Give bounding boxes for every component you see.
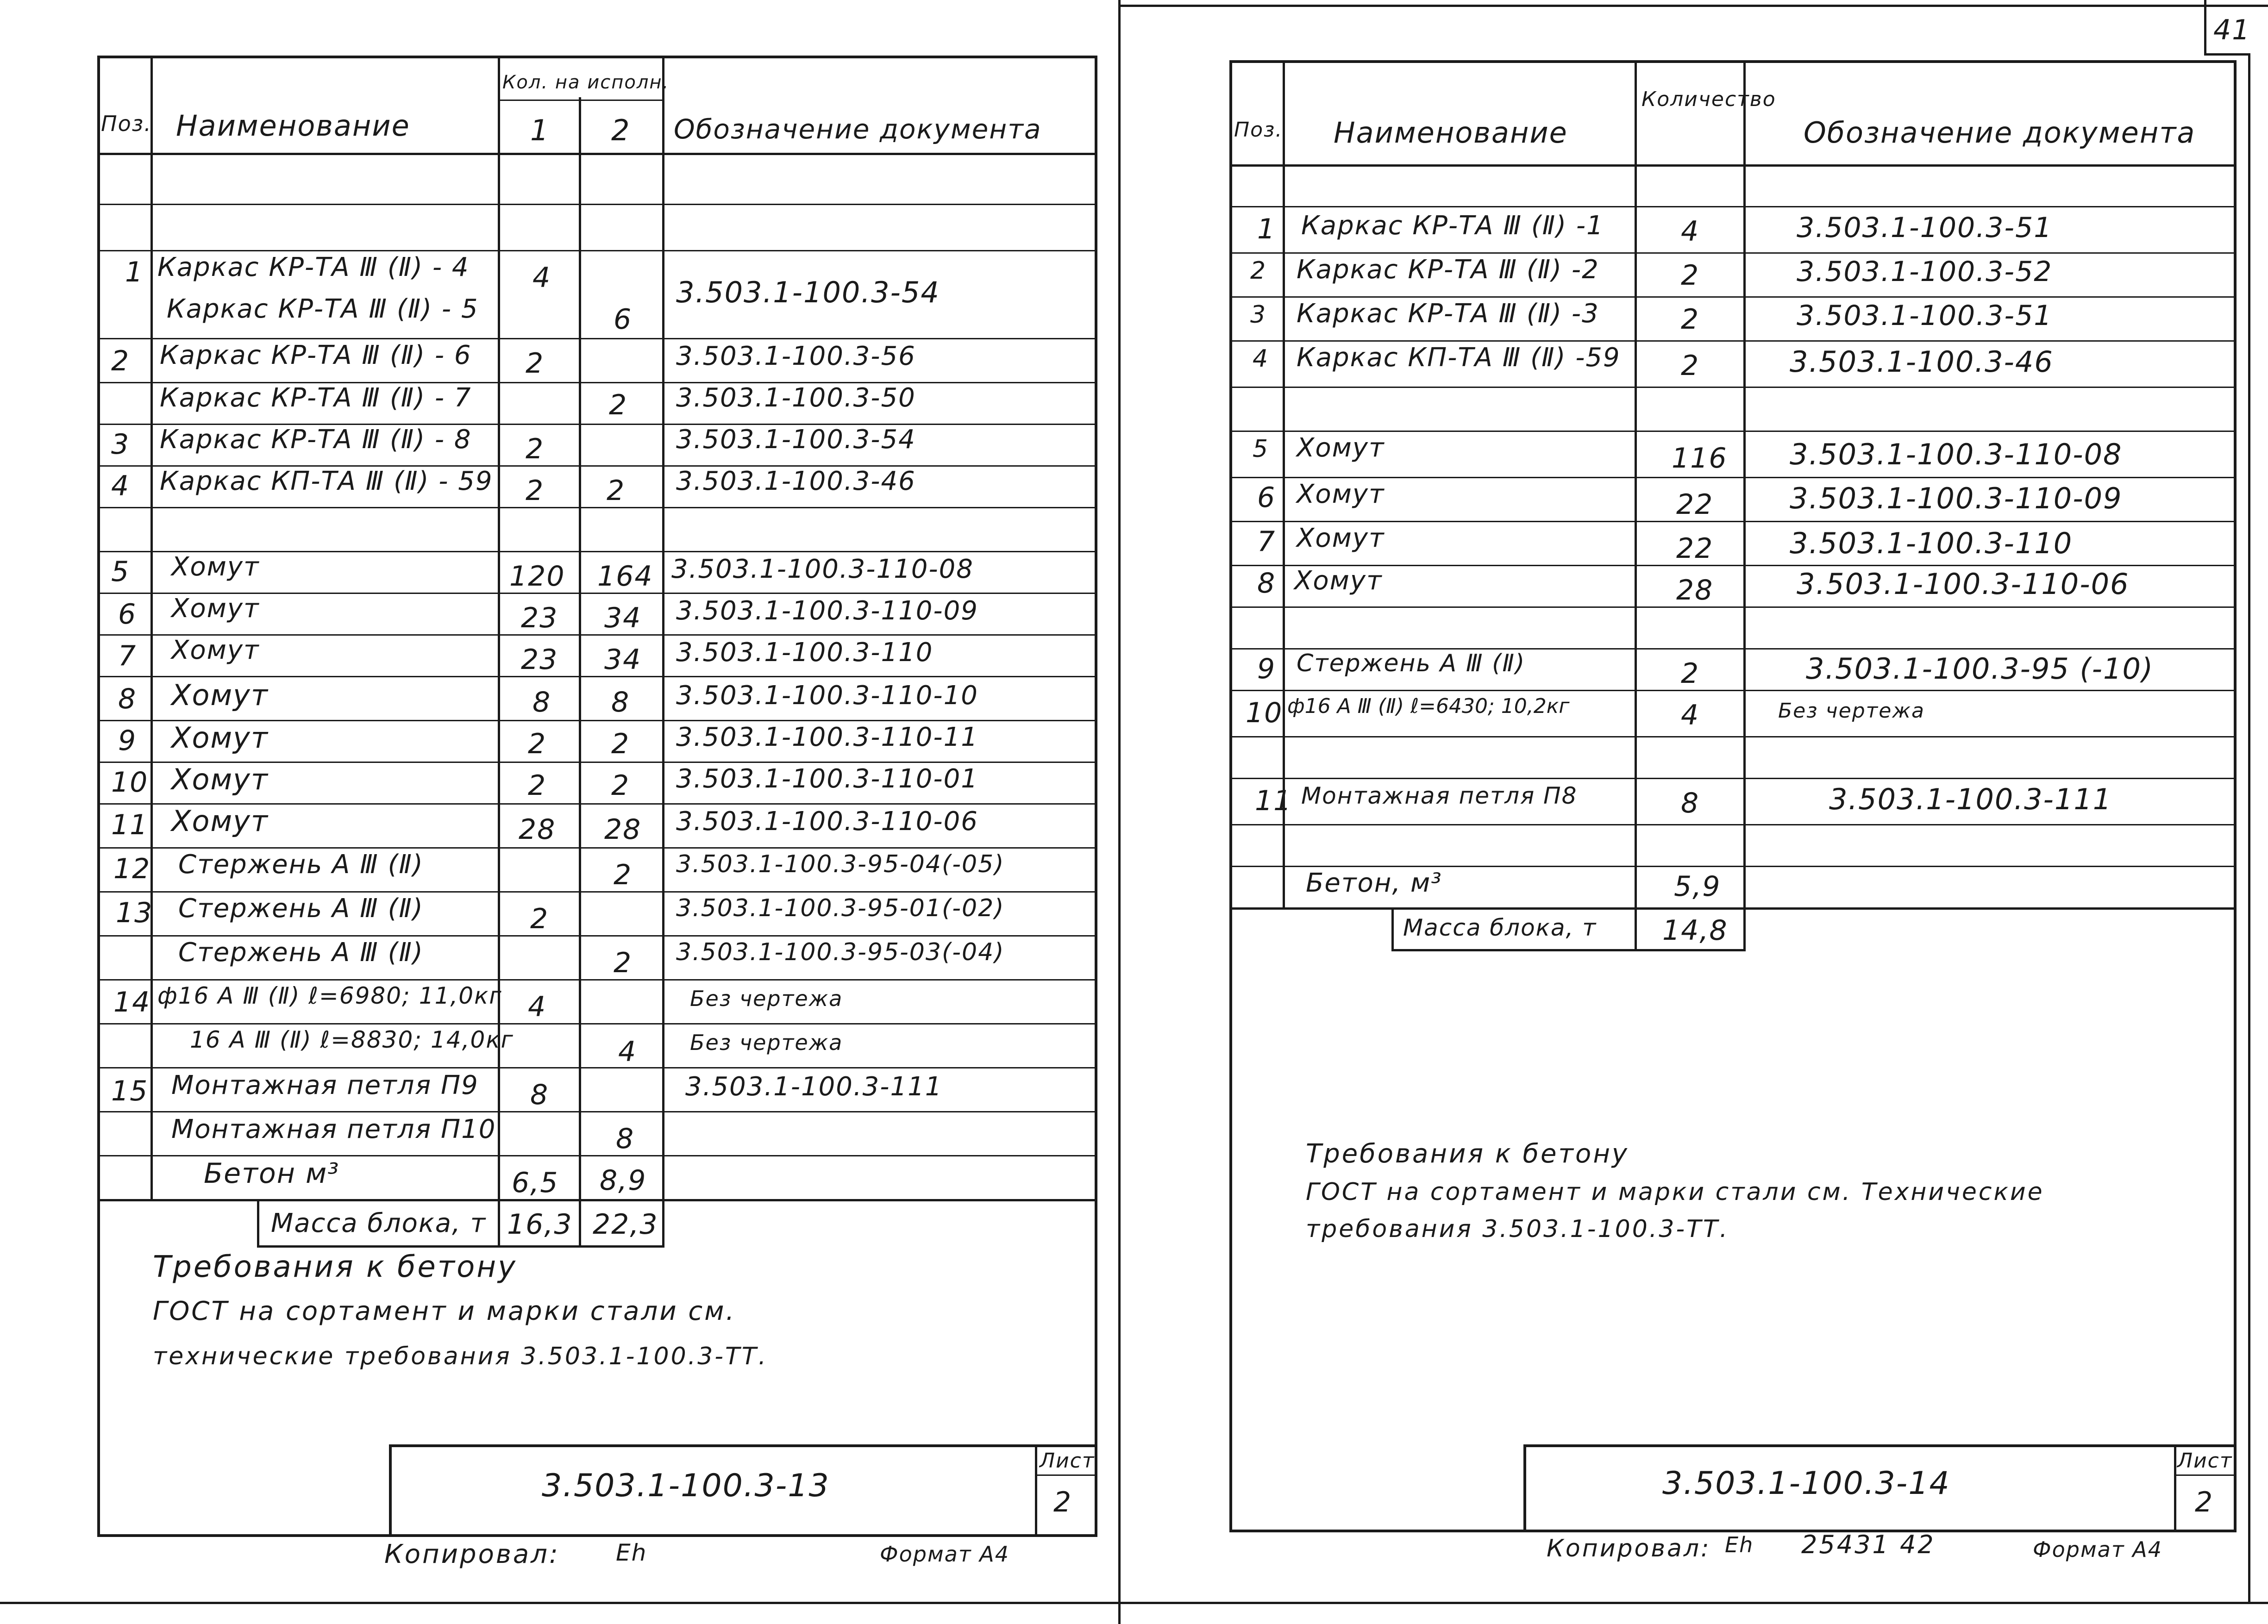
right-row-pos: 1	[1257, 213, 1276, 245]
left-header-doc: Обозначение документа	[674, 113, 1042, 145]
left-row-line	[97, 935, 1097, 937]
right-col-divider	[1635, 60, 1637, 949]
left-mass-q1: 16,3	[507, 1208, 573, 1241]
left-row-name: Монтажная петля П9	[171, 1070, 479, 1100]
right-footer-copied: Копировал:	[1547, 1535, 1711, 1562]
left-row-pos: 8	[118, 683, 137, 715]
left-footer-copied: Копировал:	[384, 1539, 560, 1569]
right-stamp-sheet-no: 2	[2195, 1486, 2214, 1518]
right-row-doc: 3.503.1-100.3-110	[1790, 526, 2073, 560]
right-header-bottom	[1229, 164, 2237, 167]
right-row-qty: 5,9	[1674, 870, 1721, 903]
right-row-name: Хомут	[1297, 433, 1385, 463]
left-row-q2: 164	[597, 560, 653, 593]
right-row-doc: 3.503.1-100.3-52	[1797, 256, 2053, 288]
right-row-doc: 3.503.1-100.3-110-06	[1797, 567, 2130, 601]
right-row-qty: 22	[1676, 488, 1714, 521]
left-row-name: Хомут	[171, 721, 269, 755]
left-row-name: Стержень А Ⅲ (Ⅱ)	[178, 937, 424, 968]
left-row-q1: 2	[528, 728, 547, 760]
right-row-line	[1229, 606, 2237, 608]
right-row-line	[1229, 824, 2237, 825]
right-row-line	[1229, 340, 2237, 342]
bottom-border-line	[0, 1602, 2268, 1604]
left-row-q1: 8	[533, 686, 551, 718]
left-row-doc: 3.503.1-100.3-95-01(-02)	[676, 894, 1005, 922]
left-row-name: Стержень А Ⅲ (Ⅱ)	[178, 849, 424, 880]
left-row-name: Каркас КР-ТА Ⅲ (Ⅱ) - 5	[167, 294, 479, 324]
left-row-pos: 2	[111, 345, 130, 377]
right-row-name: Монтажная петля П8	[1301, 782, 1578, 809]
right-footer-format: Формат А4	[2033, 1537, 2162, 1562]
right-row-pos: 5	[1253, 435, 1269, 463]
left-row-q2: 34	[604, 643, 642, 676]
right-row-line	[1229, 477, 2237, 478]
left-row-name: ф16 А Ⅲ (Ⅱ) ℓ=6980; 11,0кг	[157, 982, 502, 1009]
left-row-pos: 15	[111, 1075, 149, 1107]
left-row-name: Хомут	[171, 635, 260, 665]
left-note-line: ГОСТ на сортамент и марки стали см.	[153, 1296, 736, 1326]
right-row-line	[1229, 206, 2237, 207]
left-row-name: Каркас КР-ТА Ⅲ (Ⅱ) - 7	[160, 383, 472, 413]
left-row-doc: 3.503.1-100.3-54	[676, 425, 916, 455]
left-row-pos: 10	[111, 766, 149, 799]
right-note-line: требования 3.503.1-100.3-ТТ.	[1306, 1215, 1729, 1243]
left-row-name: Стержень А Ⅲ (Ⅱ)	[178, 893, 424, 924]
left-row-pos: 3	[111, 428, 130, 461]
left-row-pos: 1	[125, 256, 144, 288]
right-row-doc: 3.503.1-100.3-110-09	[1790, 481, 2123, 515]
right-row-doc: 3.503.1-100.3-51	[1797, 212, 2053, 244]
left-stamp-sheet-no: 2	[1053, 1486, 1072, 1518]
left-row-q2: 8,9	[600, 1164, 647, 1197]
right-stamp-sheet-divider	[2174, 1444, 2176, 1532]
right-row-name: Стержень А Ⅲ (Ⅱ)	[1297, 650, 1526, 677]
right-row-pos: 3	[1250, 301, 1267, 329]
right-row-line	[1229, 431, 2237, 432]
left-row-pos: 14	[113, 986, 151, 1018]
left-row-q1: 8	[530, 1079, 549, 1111]
right-row-line	[1229, 296, 2237, 298]
right-row-name: Каркас КП-ТА Ⅲ (Ⅱ) -59	[1297, 343, 1621, 373]
right-row-qty: 28	[1676, 574, 1714, 606]
left-row-name: Хомут	[171, 762, 269, 796]
left-row-q1: 2	[526, 347, 545, 380]
sheet-separator	[1118, 0, 1121, 1624]
right-note-line: ГОСТ на сортамент и марки стали см. Технические	[1306, 1178, 2044, 1206]
right-row-doc: 3.503.1-100.3-110-08	[1790, 437, 2123, 471]
left-row-q1: 6,5	[512, 1167, 559, 1199]
left-header-subline	[498, 100, 662, 101]
right-row-line	[1229, 866, 2237, 867]
right-note-line: Требования к бетону	[1306, 1139, 1629, 1169]
right-mass-qty: 14,8	[1662, 914, 1728, 947]
left-row-line	[97, 676, 1097, 677]
page-number: 41	[2213, 14, 2251, 46]
right-header-pos: Поз.	[1234, 118, 1283, 142]
right-row-name: ф16 А Ⅲ (Ⅱ) ℓ=6430; 10,2кг	[1287, 694, 1570, 718]
right-row-name: Хомут	[1294, 566, 1383, 596]
right-row-line	[1229, 252, 2237, 254]
right-col-divider	[1283, 60, 1285, 907]
left-header-pos: Поз.	[101, 111, 152, 136]
right-row-doc: 3.503.1-100.3-95 (-10)	[1806, 652, 2154, 686]
left-row-q2: 2	[614, 859, 633, 891]
right-row-qty: 4	[1681, 699, 1700, 731]
right-row-qty: 2	[1681, 657, 1700, 690]
left-row-q1: 23	[521, 643, 558, 676]
left-header-bottom	[97, 153, 1097, 155]
left-row-name: Монтажная петля П10	[171, 1114, 496, 1144]
left-row-doc: 3.503.1-100.3-111	[685, 1072, 943, 1102]
left-row-name: Хомут	[171, 593, 260, 624]
left-row-doc: 3.503.1-100.3-54	[676, 275, 940, 309]
left-row-q2: 2	[614, 947, 633, 979]
right-row-line	[1229, 736, 2237, 737]
right-mass-label: Масса блока, т	[1403, 914, 1597, 941]
left-row-pos: 5	[111, 556, 130, 588]
right-stamp-code: 3.503.1-100.3-14	[1662, 1465, 1950, 1502]
left-row-doc: 3.503.1-100.3-110-06	[676, 806, 978, 837]
right-row-name: Хомут	[1297, 479, 1385, 509]
left-row-doc: 3.503.1-100.3-50	[676, 383, 916, 413]
left-row-pos: 4	[111, 470, 130, 502]
left-row-q2: 2	[609, 389, 628, 421]
right-row-qty: 2	[1681, 259, 1700, 292]
left-stamp-sheet-label: Лист	[1040, 1449, 1095, 1473]
left-row-line	[97, 979, 1097, 981]
left-row-line	[97, 1111, 1097, 1112]
right-row-pos: 2	[1250, 257, 1267, 285]
right-row-pos: 6	[1257, 481, 1276, 514]
left-row-name: Хомут	[171, 678, 269, 712]
left-row-q2: 28	[604, 813, 642, 846]
right-row-line	[1229, 778, 2237, 779]
left-copied-signature: Eh	[616, 1539, 647, 1566]
right-row-name: Каркас КР-ТА Ⅲ (Ⅱ) -1	[1301, 211, 1604, 241]
right-row-qty: 8	[1681, 787, 1700, 819]
left-row-q2: 2	[611, 769, 630, 802]
right-row-name: Каркас КР-ТА Ⅲ (Ⅱ) -3	[1297, 299, 1599, 329]
right-row-doc: 3.503.1-100.3-46	[1790, 345, 2054, 379]
left-row-line	[97, 507, 1097, 508]
left-row-doc: 3.503.1-100.3-56	[676, 341, 916, 371]
left-row-doc: Без чертежа	[690, 986, 843, 1011]
right-row-doc: 3.503.1-100.3-111	[1829, 782, 2112, 816]
left-row-pos: 7	[118, 640, 137, 672]
right-row-qty: 116	[1672, 442, 1728, 475]
left-row-q2: 2	[607, 475, 626, 507]
left-row-doc: 3.503.1-100.3-110-10	[676, 681, 978, 711]
right-table-bottom	[1229, 907, 2237, 910]
left-col-divider	[257, 1199, 259, 1245]
left-row-line	[97, 1155, 1097, 1156]
left-row-doc: 3.503.1-100.3-110-09	[676, 596, 978, 626]
left-row-line	[97, 204, 1097, 205]
left-row-doc: Без чертежа	[690, 1030, 843, 1055]
left-row-line	[97, 250, 1097, 251]
left-row-doc: 3.503.1-100.3-110-01	[676, 764, 978, 794]
left-row-q2: 34	[604, 602, 642, 634]
right-footer-inv: 25431 42	[1801, 1530, 1936, 1559]
right-col-divider	[1743, 60, 1746, 949]
right-row-name: Бетон, м³	[1306, 868, 1442, 898]
left-row-q2: 2	[611, 728, 630, 760]
right-header-qty: Количество	[1641, 87, 1776, 111]
left-row-doc: 3.503.1-100.3-110-11	[676, 722, 978, 752]
left-row-q1: 2	[528, 769, 547, 802]
left-col-divider	[579, 97, 581, 1245]
right-col-divider	[1391, 907, 1394, 949]
right-row-name: Хомут	[1297, 523, 1385, 553]
left-row-doc: 3.503.1-100.3-95-04(-05)	[676, 850, 1005, 878]
left-header-qty-1: 1	[530, 113, 550, 147]
right-row-qty: 22	[1676, 532, 1714, 565]
left-note-line: технические требования 3.503.1-100.3-ТТ.	[153, 1343, 768, 1370]
right-row-qty: 2	[1681, 303, 1700, 336]
left-row-name: Хомут	[171, 804, 269, 838]
left-row-q1: 2	[530, 903, 549, 935]
left-stamp-sheet-line	[1035, 1474, 1097, 1476]
right-row-name: Каркас КР-ТА Ⅲ (Ⅱ) -2	[1297, 255, 1599, 285]
left-mass-bottom	[257, 1245, 664, 1248]
left-row-line	[97, 1023, 1097, 1024]
left-mass-q2: 22,3	[593, 1208, 658, 1241]
left-row-pos: 9	[118, 725, 137, 757]
left-row-name: Бетон м³	[204, 1157, 340, 1190]
left-row-q1: 28	[519, 813, 556, 846]
left-row-line	[97, 338, 1097, 339]
right-header-name: Наименование	[1334, 116, 1568, 150]
left-row-q1: 4	[533, 262, 551, 294]
right-row-doc: 3.503.1-100.3-51	[1797, 300, 2053, 332]
right-row-line	[1229, 387, 2237, 388]
left-row-name: Хомут	[171, 552, 260, 582]
left-row-doc: 3.503.1-100.3-95-03(-04)	[676, 938, 1005, 966]
right-row-qty: 4	[1681, 215, 1700, 248]
left-row-q2: 8	[616, 1123, 635, 1155]
left-row-name: Каркас КР-ТА Ⅲ (Ⅱ) - 8	[160, 425, 472, 455]
right-stamp-sheet-line	[2174, 1474, 2237, 1476]
left-row-q1: 120	[509, 560, 565, 593]
left-row-q1: 2	[526, 475, 545, 507]
left-mass-label: Масса блока, т	[271, 1208, 487, 1238]
left-row-q2: 6	[614, 303, 633, 336]
left-row-q2: 8	[611, 686, 630, 718]
left-row-doc: 3.503.1-100.3-110	[676, 637, 934, 668]
left-stamp-sheet-divider	[1035, 1444, 1037, 1537]
left-row-line	[97, 1067, 1097, 1068]
left-row-name: Каркас КП-ТА Ⅲ (Ⅱ) - 59	[160, 466, 493, 496]
left-header-name: Наименование	[176, 109, 410, 143]
right-header-doc: Обозначение документа	[1804, 116, 2196, 150]
right-stamp-sheet-label: Лист	[2177, 1449, 2233, 1473]
left-header-qty-2: 2	[611, 113, 631, 147]
left-row-name: Каркас КР-ТА Ⅲ (Ⅱ) - 6	[160, 340, 472, 370]
left-row-q2: 4	[618, 1036, 637, 1068]
right-mass-bottom	[1391, 949, 1746, 951]
left-row-line	[97, 847, 1097, 849]
left-row-pos: 11	[111, 809, 149, 841]
left-note-line: Требования к бетону	[153, 1250, 517, 1284]
right-row-doc: Без чертежа	[1778, 699, 1925, 723]
left-header-qty-group: Кол. на исполн.	[502, 72, 670, 93]
right-row-line	[1229, 521, 2237, 522]
right-row-pos: 11	[1255, 785, 1292, 817]
left-row-pos: 12	[113, 853, 151, 885]
left-row-line	[97, 891, 1097, 893]
right-copied-signature: Eh	[1725, 1532, 1754, 1557]
left-row-pos: 13	[116, 897, 153, 929]
left-row-q1: 4	[528, 991, 547, 1023]
left-row-name: 16 А Ⅲ (Ⅱ) ℓ=8830; 14,0кг	[190, 1026, 514, 1053]
left-row-doc: 3.503.1-100.3-46	[676, 466, 916, 496]
left-col-divider	[150, 56, 153, 1199]
top-border-line	[1118, 5, 2268, 7]
left-row-doc: 3.503.1-100.3-110-08	[671, 554, 974, 584]
left-row-pos: 6	[118, 598, 137, 631]
right-row-pos: 10	[1246, 697, 1283, 729]
left-stamp-code: 3.503.1-100.3-13	[542, 1468, 830, 1504]
right-row-qty: 2	[1681, 350, 1700, 382]
left-table-bottom	[97, 1199, 1097, 1201]
right-row-pos: 4	[1253, 345, 1269, 373]
left-row-q1: 2	[526, 433, 545, 465]
right-row-line	[1229, 690, 2237, 691]
right-row-pos: 8	[1257, 567, 1276, 600]
right-outer-border	[2248, 56, 2250, 1602]
right-row-pos: 7	[1257, 525, 1276, 558]
left-row-name: Каркас КР-ТА Ⅲ (Ⅱ) - 4	[157, 252, 470, 282]
left-row-q1: 23	[521, 602, 558, 634]
left-footer-format: Формат А4	[880, 1542, 1009, 1567]
right-row-pos: 9	[1257, 653, 1276, 685]
